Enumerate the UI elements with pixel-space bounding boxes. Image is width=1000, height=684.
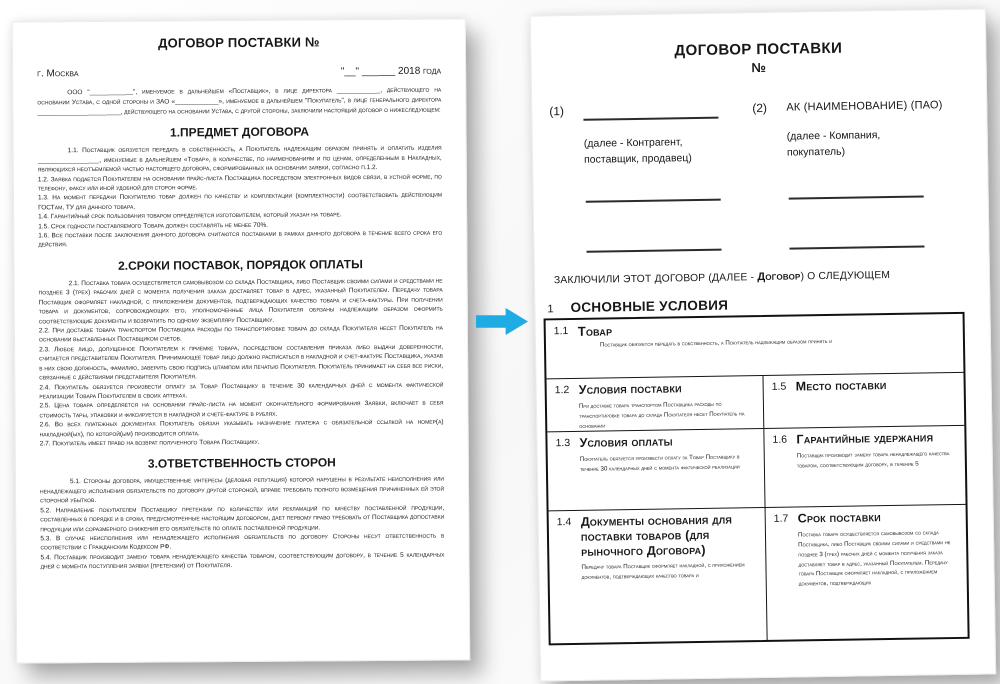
right-page-title: ДОГОВОР ПОСТАВКИ xyxy=(674,39,843,60)
party-2-caption: (далее - Компания, покупатель) xyxy=(786,129,881,159)
main-terms-title: ОСНОВНЫЕ УСЛОВИЯ xyxy=(570,297,729,316)
section-2-heading: 2.СРОКИ ПОСТАВОК, ПОРЯДОК ОПЛАТЫ xyxy=(118,257,363,273)
party-1 xyxy=(549,101,753,169)
paragraph-5-1: 5.1. Стороны договора, имущественные интересы (деловая репутация) которой нарушены в результате неисполнения или ненадлежащего исполнения обязательств по договору другой стороной, вправе требовать полного возмещения причиненных ей этой стороной убытков. xyxy=(40,476,445,505)
term-body: Поставка товара осуществляется самовывозом со склада Поставщика, либо Поставщик своими силами и средствами не позднее 3 (трех) рабочих дней с момента получения заказа доставляет товар в адрес, указанный Покупателем. Передачу товара Поставщик оформляет накладной, с приложением документов, подтверждающих xyxy=(797,529,951,588)
paragraph-2-4: 2.4. Покупатель обязуется произвести оплату за Товар Поставщику в течение 30 календарных дней с момента фактической реализации Товара Покупателем в своих аптеках. xyxy=(39,381,444,401)
right-arrow-icon xyxy=(476,308,528,335)
term-title: Документы основания для поставки товаров (для рыночного Договора) xyxy=(580,512,733,559)
contract-date: "__" ______ 2018 года xyxy=(340,65,442,78)
contract-preamble: ООО "____________", именуемое в дальнейшем «Поставщик», в лице директора ____________, действующего на основании Устава, с одной стороны и ЗАО «____________», именуемое в дальнейшем "Покупатель", в лице генерального директора _______________________, действующего на основании Устава, с другой стороны, заключили настоящий договор о нижеследующем: xyxy=(37,86,442,116)
section-1-heading: 1.ПРЕДМЕТ ДОГОВОРА xyxy=(169,124,310,140)
term-body xyxy=(796,396,956,399)
party-2-name: АК (НАИМЕНОВАНИЕ) (ПАО) xyxy=(786,99,943,114)
paragraph-1-3: 1.3. На момент передачи Покупателю товар должен по качеству и комплектации (комплектности) соответствовать действующим ГОСТам, ТУ для данного товара. xyxy=(37,191,443,212)
paragraph-2-6: 2.6. Во всех платежных документах Покупатель обязан указывать назначение платежа с обязательной ссылкой на номер(а) накладной(ых), по которой(ым) производится оплата. xyxy=(39,418,444,439)
contract-city: г. Москва xyxy=(37,68,79,80)
paragraph-5-2: 5.2. Направление покупателем Поставщику претензии по количеству или рекламаций по качеству поставленной продукции, составленных в порядке и в сроки, предусмотренные настоящим договором, дает первому право требовать от Поставщика допоставки продукции или соразмерного снижения его обязательств по оплате поставленной продукции. xyxy=(40,504,445,533)
term-num: 1.5 xyxy=(771,380,787,393)
term-body: Поставщик производит замену товара ненадлежащего качества товаром, соответствующим договору, в течение 5 xyxy=(796,449,950,470)
term-num: 1.7 xyxy=(773,512,789,525)
signature-line xyxy=(586,199,721,203)
paragraph-5-4: 5.4. Поставщик производит замену товара ненадлежащего качества товаром, соответствующим договору, в течение 5 календарных дней с момента поступления заявки (претензии) от Покупателя. xyxy=(40,551,445,571)
city-date-row xyxy=(37,66,441,80)
main-terms-number: 1 xyxy=(547,303,554,316)
term-num: 1.2 xyxy=(554,384,570,397)
paragraph-2-1: 2.1. Поставка товара осуществляется самовывозом со склада Поставщика, либо Поставщик своими силами и средствами не позднее 3 (трех) рабочих дней с момента получения заказа доставляет товар в адрес, указанный Покупателем. Передачу товара Поставщик оформляет накладной, с приложением документов, подтверждающих качество товара и счета-фактуры. При получении товара и документов, сопровождающих его, уполномоченные лица Покупателя обязаны надлежащим образом оформить соответствующие документы и возвратить по одному экземпляру Поставщику. xyxy=(38,277,443,325)
paragraph-1-4: 1.4. Гарантийный срок пользования товаром определяется изготовителем, который указан на товаре. xyxy=(38,211,342,221)
paragraph-2-5: 2.5. Цена товара определяется на основании прайс-листа на момент окончательного формирования Заявки, включает в себя стоимость тары, упаковки и фиксируется в накладной и счете-фактуре в рублях. xyxy=(39,399,444,420)
original-contract-page xyxy=(12,18,470,663)
paragraph-2-3: 2.3. Любое лицо, допущенное Покупателем к приемке товара, посредством составления приказа либо выдачи доверенности, считается представителем Покупателя. Принимающее товар лицо должно расписаться в накладной и счет-фактуре Поставщика, указав в них свою должность, фамилию, заверить свою подпись штампом или печатью Покупателя. Покупатель принимает на себя все риски, связанные с действиями представителя Покупателя. xyxy=(39,343,444,382)
term-body: Покупатель обязуется произвести оплату за Товар Поставщику в течение 30 календарных дней с момента фактической реализации xyxy=(579,453,740,473)
term-box-delivery-terms xyxy=(546,375,763,431)
term-num: 1.4 xyxy=(556,516,572,529)
term-box-payment-terms xyxy=(547,428,764,510)
term-box-delivery-place xyxy=(762,372,964,428)
paragraph-1-2: 1.2. Заявка подается Покупателем на основании прайс-листа Поставщика посредством электронных видов связи, в устной форме, по телефону, факсу или иной удобной для сторон форме. xyxy=(37,173,442,193)
party-2-number: (2) xyxy=(752,100,768,116)
term-num: 1.6 xyxy=(772,433,788,446)
paragraph-2-7: 2.7. Покупатель имеет право на возврат полученного Товара Поставщику. xyxy=(39,438,260,448)
party-2 xyxy=(752,98,977,166)
party-1-caption: (далее - Контрагент, поставщик, продавец) xyxy=(583,136,692,167)
term-box-delivery-time xyxy=(765,504,968,640)
left-page-title: ДОГОВОР ПОСТАВКИ № xyxy=(158,34,320,51)
terms-table xyxy=(544,312,970,646)
conclusion-prefix: ЗАКЛЮЧИЛИ ЭТОТ ДОГОВОР (ДАЛЕЕ - xyxy=(553,272,758,287)
term-title: Товар xyxy=(577,323,613,339)
term-body: Поставщик обязуется передать в собственность, а Покупатель надлежащим образом принять и xyxy=(599,338,833,349)
party-1-number: (1) xyxy=(549,104,565,119)
parties-block xyxy=(549,98,977,169)
paragraph-1-1: 1.1. Поставщик обязуется передать в собственность, а Покупатель надлежащим образом принять и оплатить изделия _________________, именуемые в дальнейшем «Товар», в количестве, по наименованиям и по ценам, определенным в Накладных, являющихся неотъемлемой частью настоящего договора, сформированных на основании заявки, согласно п.1.2. xyxy=(37,144,442,174)
term-title: Место поставки xyxy=(795,378,887,394)
term-box-goods xyxy=(546,314,964,379)
section-3-heading: 3.ОТВЕТСТВЕННОСТЬ СТОРОН xyxy=(147,455,336,472)
redesigned-contract-page xyxy=(530,8,996,681)
term-title: Гарантийные удержания xyxy=(796,430,934,447)
term-body: При доставке товара транспортом Поставщика расходы по транспортировке товара до склада Покупателя несет Покупатель на основании xyxy=(578,400,745,430)
term-box-basis-documents xyxy=(549,507,767,643)
conclusion-suffix: ) О СЛЕДУЮЩЕМ xyxy=(800,269,891,283)
term-num: 1.3 xyxy=(555,437,571,450)
paragraph-1-5: 1.5. Срок годности поставляемого Товара должен составлять не менее 70%. xyxy=(38,221,269,231)
term-title: Срок поставки xyxy=(797,510,881,526)
right-page-number-sign: № xyxy=(751,59,767,76)
term-title: Условия поставки xyxy=(578,381,682,397)
paragraph-2-2: 2.2. При доставке товара транспортом Поставщика расходы по транспортировке товара до склада Покупателя несет Покупатель на основании выставленных Поставщиком счетов. xyxy=(38,324,443,344)
term-box-warranty-retention xyxy=(763,425,965,507)
term-body: Передачу товара Поставщик оформляет накладной, с приложением документов, подтверждающих качество товара и xyxy=(581,561,745,582)
term-num: 1.1 xyxy=(553,325,569,338)
conclusion-line xyxy=(554,269,890,286)
conclusion-bold-word: Договор xyxy=(757,270,801,284)
signature-line xyxy=(586,249,721,253)
main-terms-heading xyxy=(547,298,728,316)
signature-line xyxy=(789,195,924,199)
paragraph-1-6: 1.6. Все поставки после заключения данного договора считаются поставками в рамках данного договора в течение всего срока его действия. xyxy=(38,229,443,249)
paragraph-5-3: 5.3. В случае неисполнения или ненадлежащего исполнения обязательств по договору Стороны несут ответственность в соответствии с Гражданским Кодексом РФ. xyxy=(40,532,445,552)
term-title: Условия оплаты xyxy=(579,434,673,450)
signature-line xyxy=(789,245,924,249)
party-1-name-blank xyxy=(583,117,718,121)
